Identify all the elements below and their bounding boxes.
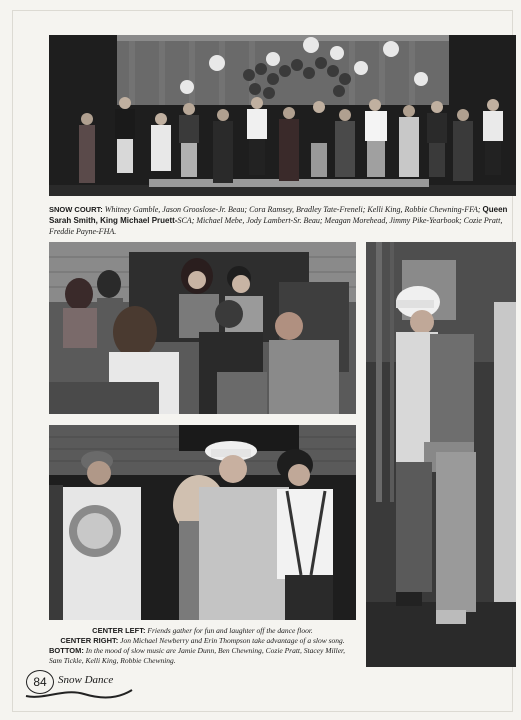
slow-music-photo [49, 425, 356, 620]
caption-lead: SNOW COURT: [49, 205, 103, 214]
friends-gather-photo-image [49, 242, 356, 414]
friends-gather-photo [49, 242, 356, 414]
caption-center-right: CENTER RIGHT: Jon Michael Newberry and Erin Thompson take advantage of a slow song. [60, 636, 345, 645]
snow-court-caption [49, 204, 516, 237]
bottom-captions [49, 626, 356, 666]
caption-center-left: CENTER LEFT: Friends gather for fun and laughter off the dance floor. [92, 626, 313, 635]
snow-court-photo-image [49, 35, 516, 196]
decorative-swash [24, 686, 134, 700]
section-title: Snow Dance [58, 674, 114, 686]
caption-text: SCA; Michael Mebe, Jody Lambert-Sr. Beau; Meagan Morehead, Jimmy Pike-Yearbook; Cozie Pratt, Freddie Payne-FHA. [49, 216, 503, 236]
caption-royalty-names: Queen Sarah Smith, King Michael Pruett- [49, 205, 508, 225]
snow-court-photo [49, 35, 516, 196]
caption-text: Whitney Gamble, Jason Grooslose-Jr. Beau; Cora Ramsey, Bradley Tate-Freneli; Kelli King, Robbie Chewning-FFA; [102, 205, 483, 214]
slow-dance-couple-photo [366, 242, 516, 667]
page-number: 84 [26, 670, 54, 694]
slow-music-photo-image [49, 425, 356, 620]
slow-dance-couple-photo-image [366, 242, 516, 667]
page-folio [24, 670, 164, 700]
caption-bottom-photo: BOTTOM: In the mood of slow music are Jamie Dunn, Ben Chewning, Cozie Pratt, Stacey Miller, Sam Tickle, Kelli King, Robbie Chewning. [49, 646, 346, 665]
